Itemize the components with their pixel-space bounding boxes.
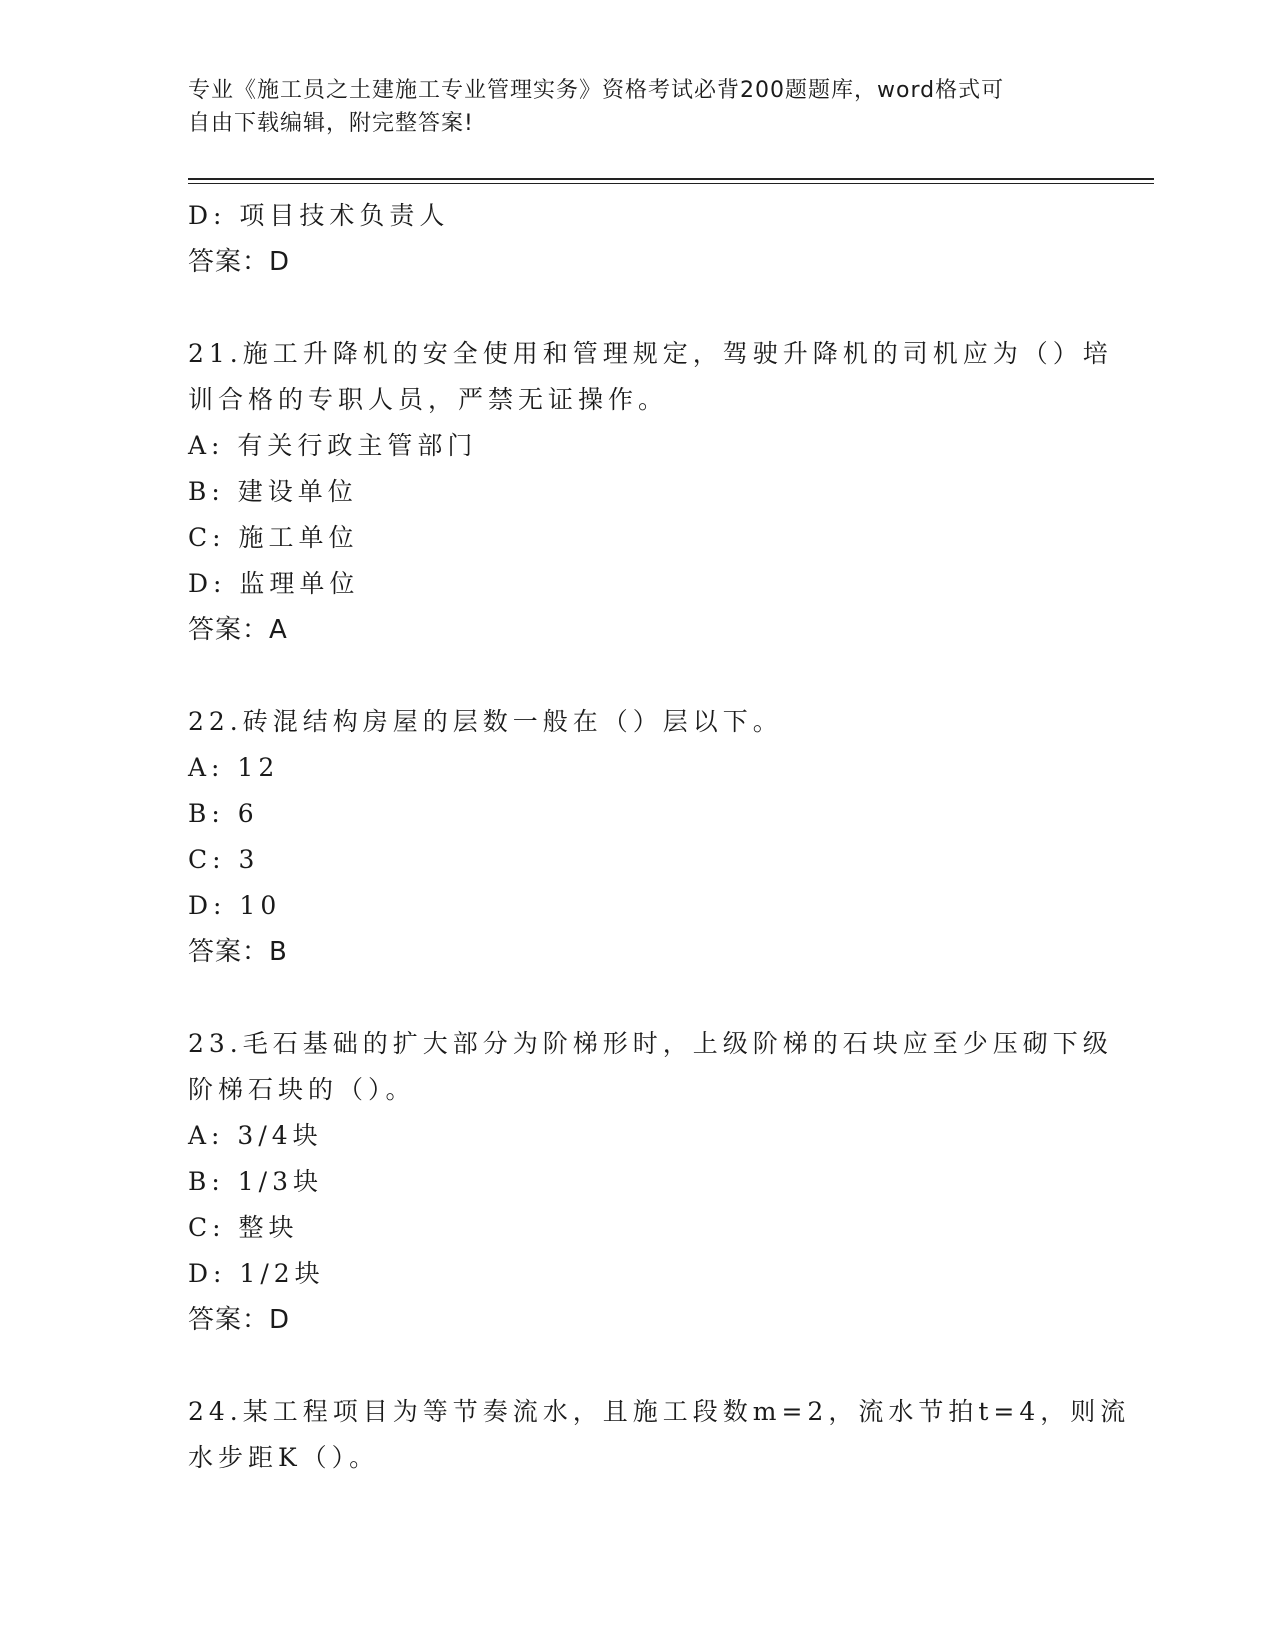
document-header xyxy=(188,74,1068,140)
spacer xyxy=(188,1343,1088,1389)
answer-line: 答案：B xyxy=(188,937,288,967)
question-22 xyxy=(188,699,1088,975)
option-d: D: 项目技术负责人 xyxy=(188,201,450,230)
question-text-line: 阶梯石块的（）。 xyxy=(188,1075,416,1104)
header-title-line-1: 专业《施工员之土建施工专业管理实务》资格考试必背200题题库，word格式可 xyxy=(188,78,1005,103)
option-d: D: 1/2块 xyxy=(188,1259,325,1288)
question-text-line: 训合格的专职人员，严禁无证操作。 xyxy=(188,385,669,414)
option-c: C: 整块 xyxy=(188,1213,299,1242)
spacer xyxy=(188,653,1088,699)
answer-line: 答案：D xyxy=(188,1305,291,1335)
option-b: B: 1/3块 xyxy=(188,1167,323,1196)
header-divider-thick xyxy=(188,178,1154,180)
question-24 xyxy=(188,1389,1131,1481)
question-text-line: 水步距K（）。 xyxy=(188,1443,380,1472)
option-a: A: 12 xyxy=(188,753,280,782)
previous-question-fragment xyxy=(188,193,1088,285)
question-list xyxy=(188,193,1131,1481)
answer-line: 答案：D xyxy=(188,247,291,277)
option-a: A: 3/4块 xyxy=(188,1121,323,1150)
question-text-line: 22.砖混结构房屋的层数一般在（）层以下。 xyxy=(188,707,783,736)
option-d: D: 10 xyxy=(188,891,282,920)
question-23 xyxy=(188,1021,1113,1343)
question-text-line: 23.毛石基础的扩大部分为阶梯形时，上级阶梯的石块应至少压砌下级 xyxy=(188,1029,1113,1058)
question-21 xyxy=(188,331,1113,653)
option-c: C: 3 xyxy=(188,845,260,874)
question-text-line: 24.某工程项目为等节奏流水，且施工段数m=2，流水节拍t=4，则流 xyxy=(188,1397,1131,1426)
spacer xyxy=(188,975,1088,1021)
spacer xyxy=(188,285,1088,331)
answer-line: 答案：A xyxy=(188,615,288,645)
header-divider-thin xyxy=(188,183,1154,184)
option-d: D: 监理单位 xyxy=(188,569,360,598)
option-c: C: 施工单位 xyxy=(188,523,359,552)
option-b: B: 6 xyxy=(188,799,259,828)
option-b: B: 建设单位 xyxy=(188,477,358,506)
option-a: A: 有关行政主管部门 xyxy=(188,431,478,460)
question-text-line: 21.施工升降机的安全使用和管理规定，驾驶升降机的司机应为（）培 xyxy=(188,339,1113,368)
header-title-line-2: 自由下载编辑，附完整答案! xyxy=(188,111,474,136)
